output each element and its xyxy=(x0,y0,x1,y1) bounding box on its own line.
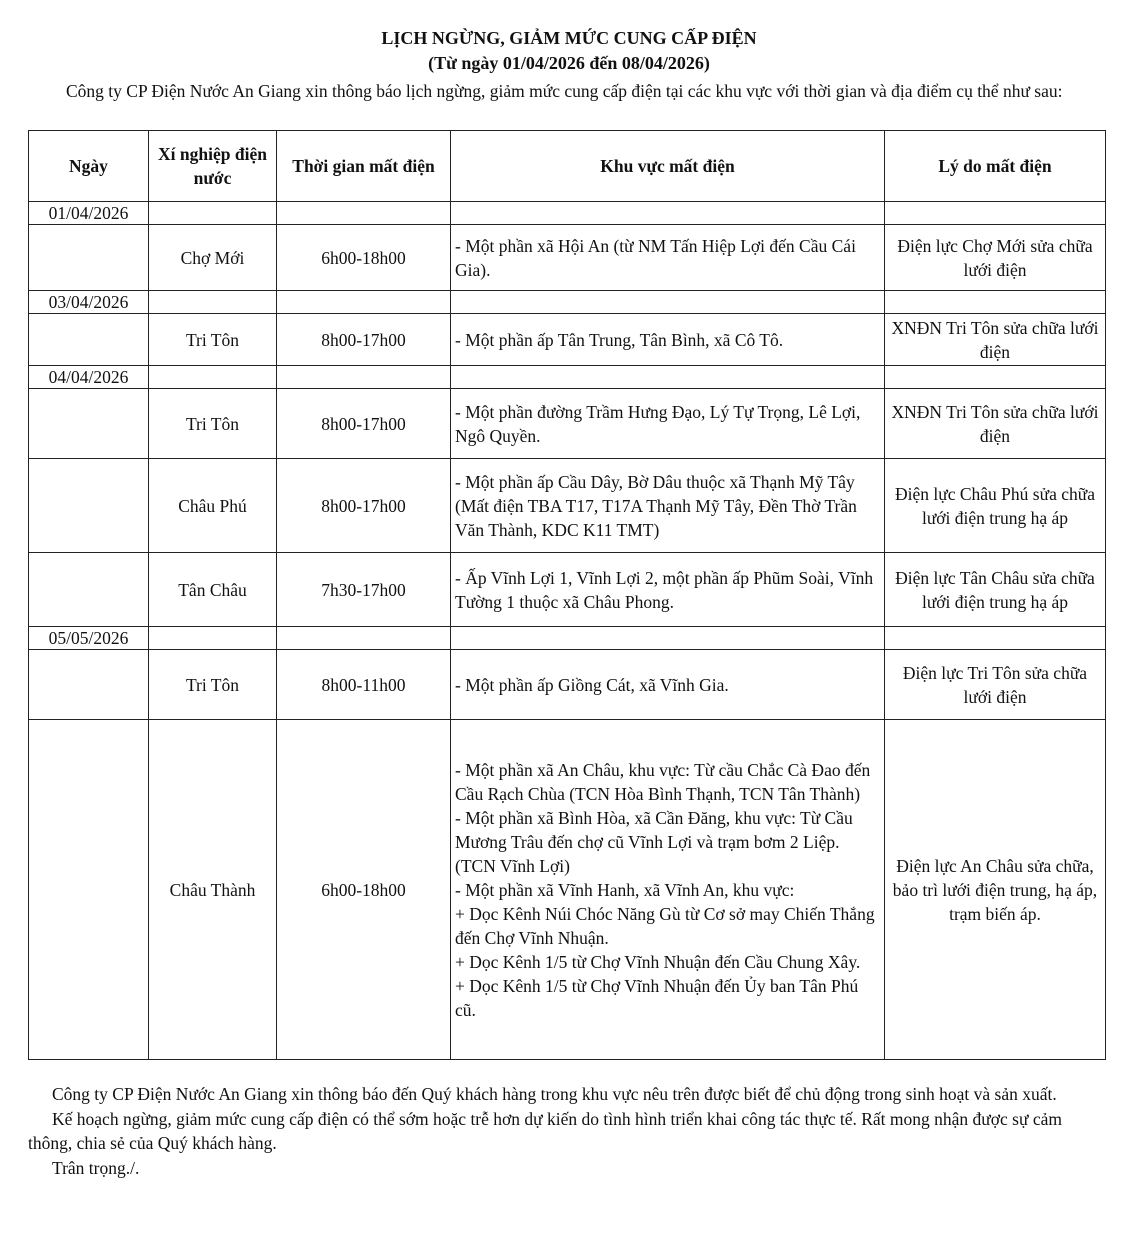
empty-cell xyxy=(451,627,885,650)
date-row xyxy=(29,627,1106,650)
intro-paragraph: Công ty CP Điện Nước An Giang xin thông báo lịch ngừng, giảm mức cung cấp điện tại các khu vực với thời gian và địa điểm cụ thể như sau: xyxy=(66,81,1063,101)
header-enterprise: Xí nghiệp điện nước xyxy=(149,131,277,202)
area-line: + Dọc Kênh 1/5 từ Chợ Vĩnh Nhuận đến Cầu Chung Xây. xyxy=(455,951,861,972)
empty-date-cell xyxy=(29,650,149,720)
area-line: + Dọc Kênh 1/5 từ Chợ Vĩnh Nhuận đến Ủy ban Tân Phú cũ. xyxy=(455,975,859,1020)
area-cell xyxy=(451,650,885,720)
time-cell: 8h00-11h00 xyxy=(277,650,451,720)
time-cell: 8h00-17h00 xyxy=(277,314,451,366)
empty-date-cell xyxy=(29,720,149,1060)
header-date: Ngày xyxy=(29,131,149,202)
reason-cell: Điện lực An Châu sửa chữa, bảo trì lưới điện trung, hạ áp, trạm biến áp. xyxy=(885,720,1106,1060)
reason-cell: Điện lực Tân Châu sửa chữa lưới điện trung hạ áp xyxy=(885,553,1106,627)
empty-cell xyxy=(451,291,885,314)
area-line: - Một phần ấp Cầu Dây, Bờ Dâu thuộc xã Thạnh Mỹ Tây (Mất điện TBA T17, T17A Thạnh Mỹ Tây, Đền Thờ Trần Văn Thành, KDC K11 TMT) xyxy=(455,471,857,540)
time-cell: 7h30-17h00 xyxy=(277,553,451,627)
area-cell xyxy=(451,225,885,291)
document-subtitle: (Từ ngày 01/04/2026 đến 08/04/2026) xyxy=(428,53,710,73)
time-cell: 6h00-18h00 xyxy=(277,225,451,291)
closing-paragraph-1: Công ty CP Điện Nước An Giang xin thông báo đến Quý khách hàng trong khu vực nêu trên được biết để chủ động trong sinh hoạt và sản xuất. xyxy=(52,1084,1057,1104)
empty-cell xyxy=(277,291,451,314)
table-row xyxy=(29,225,1106,291)
empty-cell xyxy=(149,291,277,314)
time-cell: 6h00-18h00 xyxy=(277,720,451,1060)
date-row xyxy=(29,202,1106,225)
header-area: Khu vực mất điện xyxy=(451,131,885,202)
empty-cell xyxy=(149,202,277,225)
reason-cell: Điện lực Châu Phú sửa chữa lưới điện trung hạ áp xyxy=(885,459,1106,553)
empty-cell xyxy=(149,366,277,389)
table-header-row xyxy=(29,131,1106,202)
closing-signoff: Trân trọng./. xyxy=(52,1157,140,1178)
enterprise-cell: Tri Tôn xyxy=(149,314,277,366)
enterprise-cell: Tri Tôn xyxy=(149,389,277,459)
area-line: + Dọc Kênh Núi Chóc Năng Gù từ Cơ sở may Chiến Thắng đến Chợ Vĩnh Nhuận. xyxy=(455,903,875,948)
closing-paragraph-2: Kế hoạch ngừng, giảm mức cung cấp điện có thể sớm hoặc trễ hơn dự kiến do tình hình triển khai công tác thực tế. Rất mong nhận được sự cảm thông, chia sẻ của Quý khách hàng. xyxy=(28,1108,1062,1153)
document-title: LỊCH NGỪNG, GIẢM MỨC CUNG CẤP ĐIỆN xyxy=(381,28,757,48)
time-cell: 8h00-17h00 xyxy=(277,459,451,553)
empty-cell xyxy=(885,291,1106,314)
area-line: - Một phần xã An Châu, khu vực: Từ cầu Chắc Cà Đao đến Cầu Rạch Chùa (TCN Hòa Bình Thạnh, TCN Tân Thành) xyxy=(455,759,871,804)
area-line: - Một phần ấp Giồng Cát, xã Vĩnh Gia. xyxy=(455,674,729,695)
area-line: - Ấp Vĩnh Lợi 1, Vĩnh Lợi 2, một phần ấp Phũm Soài, Vĩnh Tường 1 thuộc xã Châu Phong. xyxy=(455,567,874,612)
empty-cell xyxy=(885,202,1106,225)
empty-cell xyxy=(451,366,885,389)
area-cell xyxy=(451,314,885,366)
time-cell: 8h00-17h00 xyxy=(277,389,451,459)
area-cell xyxy=(451,459,885,553)
date-cell: 04/04/2026 xyxy=(29,366,149,389)
empty-date-cell xyxy=(29,553,149,627)
table-row xyxy=(29,314,1106,366)
empty-cell xyxy=(885,627,1106,650)
empty-cell xyxy=(451,202,885,225)
empty-date-cell xyxy=(29,389,149,459)
header-reason: Lý do mất điện xyxy=(885,131,1106,202)
table-row xyxy=(29,389,1106,459)
table-row xyxy=(29,459,1106,553)
area-cell xyxy=(451,553,885,627)
date-row xyxy=(29,291,1106,314)
enterprise-cell: Châu Phú xyxy=(149,459,277,553)
date-cell: 01/04/2026 xyxy=(29,202,149,225)
date-cell: 03/04/2026 xyxy=(29,291,149,314)
area-cell xyxy=(451,389,885,459)
empty-cell xyxy=(885,366,1106,389)
area-line: - Một phần ấp Tân Trung, Tân Bình, xã Cô Tô. xyxy=(455,329,784,350)
area-line: - Một phần đường Trầm Hưng Đạo, Lý Tự Trọng, Lê Lợi, Ngô Quyền. xyxy=(455,401,861,446)
empty-date-cell xyxy=(29,459,149,553)
enterprise-cell: Chợ Mới xyxy=(149,225,277,291)
empty-date-cell xyxy=(29,225,149,291)
table-row xyxy=(29,553,1106,627)
date-cell: 05/05/2026 xyxy=(29,627,149,650)
closing-section xyxy=(28,1082,1088,1180)
table-row xyxy=(29,720,1106,1060)
reason-cell: Điện lực Tri Tôn sửa chữa lưới điện xyxy=(885,650,1106,720)
date-row xyxy=(29,366,1106,389)
enterprise-cell: Châu Thành xyxy=(149,720,277,1060)
reason-cell: XNĐN Tri Tôn sửa chữa lưới điện xyxy=(885,389,1106,459)
table-row xyxy=(29,650,1106,720)
reason-cell: Điện lực Chợ Mới sửa chữa lưới điện xyxy=(885,225,1106,291)
empty-cell xyxy=(277,202,451,225)
empty-cell xyxy=(277,627,451,650)
area-line: - Một phần xã Vĩnh Hanh, xã Vĩnh An, khu vực: xyxy=(455,879,795,900)
reason-cell: XNĐN Tri Tôn sửa chữa lưới điện xyxy=(885,314,1106,366)
enterprise-cell: Tri Tôn xyxy=(149,650,277,720)
empty-cell xyxy=(277,366,451,389)
area-line: - Một phần xã Bình Hòa, xã Cần Đăng, khu vực: Từ Cầu Mương Trâu đến chợ cũ Vĩnh Lợi và trạm bơm 2 Liệp. (TCN Vĩnh Lợi) xyxy=(455,807,853,876)
header-time: Thời gian mất điện xyxy=(277,131,451,202)
empty-date-cell xyxy=(29,314,149,366)
outage-schedule-table xyxy=(28,130,1106,1060)
empty-cell xyxy=(149,627,277,650)
enterprise-cell: Tân Châu xyxy=(149,553,277,627)
area-line: - Một phần xã Hội An (từ NM Tấn Hiệp Lợi đến Cầu Cái Gia). xyxy=(455,235,856,280)
area-cell xyxy=(451,720,885,1060)
